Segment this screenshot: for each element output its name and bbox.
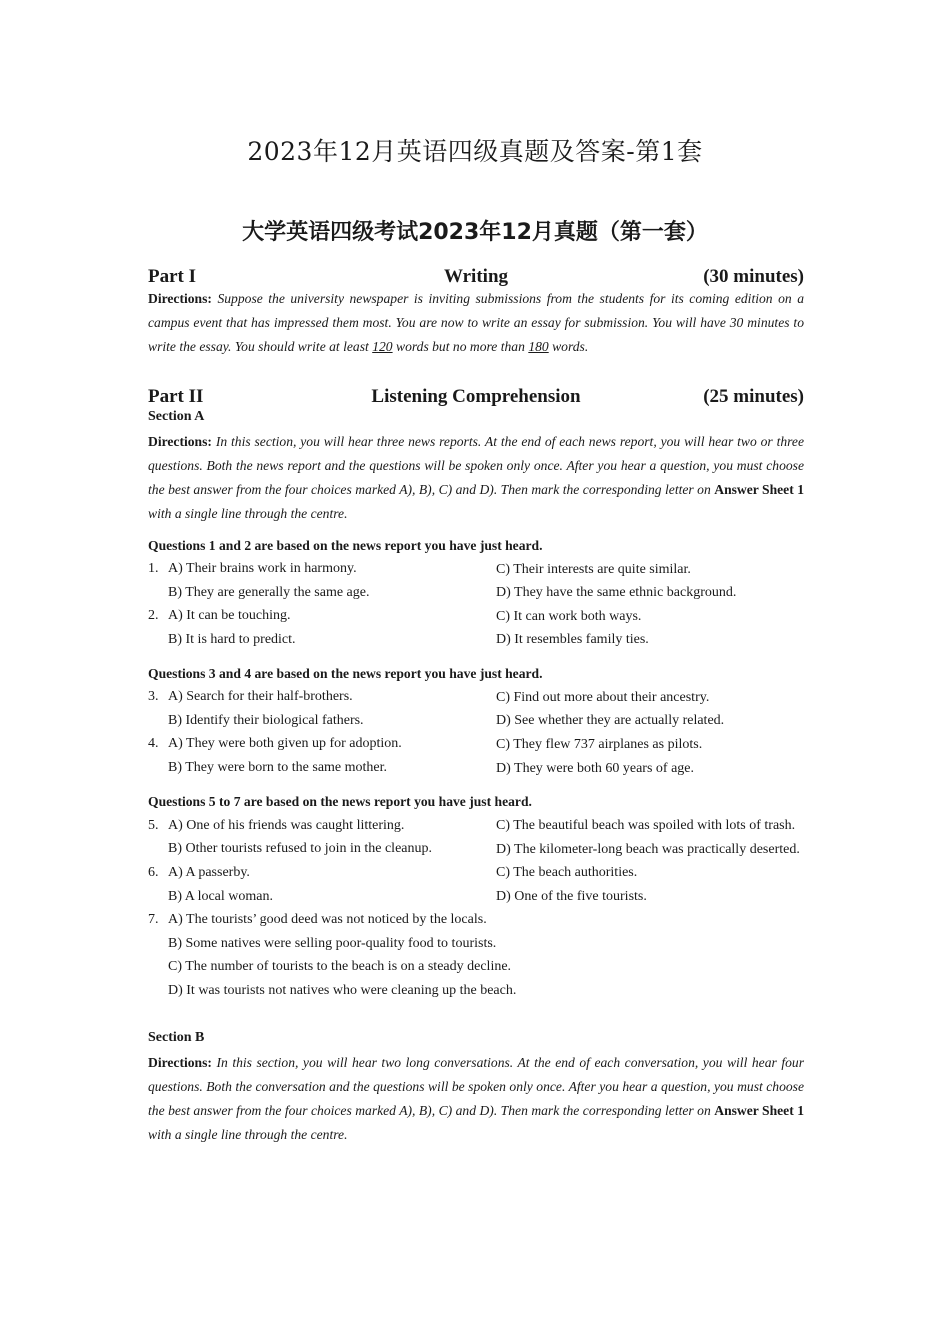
directions-text: with a single line through the centre. bbox=[148, 1127, 348, 1142]
option-c: C) Their interests are quite similar. bbox=[496, 562, 691, 577]
option-c: C) The number of tourists to the beach is on a steady decline. bbox=[168, 959, 512, 974]
directions-text: Suppose the university newspaper is inviting submissions from the students for its coming edition on a campus event that has impressed them most. You are now to write an essay for submission. You will have 30 minutes to write the essay. You should write at least bbox=[148, 291, 804, 354]
directions-text: with a single line through the centre. bbox=[148, 506, 348, 521]
option-a: A) One of his friends was caught littering. bbox=[168, 818, 405, 833]
answer-sheet-label: Answer Sheet 1 bbox=[714, 482, 804, 497]
part2-header bbox=[148, 386, 804, 410]
option-c: C) The beach authorities. bbox=[496, 865, 638, 880]
part1-time: (30 minutes) bbox=[703, 266, 804, 287]
directions-label: Directions: bbox=[148, 1055, 212, 1070]
exam-title: 大学英语四级考试2023年12月真题（第一套） bbox=[242, 220, 708, 245]
part2-name: Listening Comprehension bbox=[371, 386, 581, 407]
directions-text: words but no more than bbox=[396, 339, 525, 354]
document-title: 2023年12月英语四级真题及答案-第1套 bbox=[247, 137, 703, 166]
option-b: B) Identify their biological fathers. bbox=[168, 713, 364, 728]
max-words: 180 bbox=[528, 339, 549, 354]
question-number: 3. bbox=[148, 689, 159, 704]
option-c: C) It can work both ways. bbox=[496, 609, 642, 624]
option-d: D) One of the five tourists. bbox=[496, 889, 647, 904]
directions-text: In this section, you will hear two long conversations. At the end of each conversation, you will hear four questions. Both the conversation and the questions will be spoken only once. After you hear a question, you must choose the best answer from the four choices marked A), B), C) and D). Then mark the corresponding letter on bbox=[148, 1055, 804, 1118]
section-b-directions bbox=[148, 1051, 804, 1147]
question-number: 6. bbox=[148, 865, 159, 880]
option-b: B) Other tourists refused to join in the cleanup. bbox=[168, 841, 432, 856]
question-number: 1. bbox=[148, 561, 159, 576]
option-a: A) The tourists’ good deed was not noticed by the locals. bbox=[168, 912, 487, 927]
directions-text: In this section, you will hear three news reports. At the end of each news report, you will hear two or three questions. Both the news report and the questions will be spoken only once. After you hear a question, you must choose the best answer from the four choices marked A), B), C) and D). Then mark the corresponding letter on bbox=[148, 434, 804, 497]
directions-label: Directions: bbox=[148, 291, 212, 306]
question-group-heading: Questions 1 and 2 are based on the news report you have just heard. bbox=[148, 538, 543, 553]
answer-sheet-label: Answer Sheet 1 bbox=[714, 1103, 804, 1118]
section-a-heading: Section A bbox=[148, 409, 205, 424]
question-number: 7. bbox=[148, 912, 159, 927]
option-b: B) They are generally the same age. bbox=[168, 585, 370, 600]
option-b: B) It is hard to predict. bbox=[168, 632, 296, 647]
directions-label: Directions: bbox=[148, 434, 212, 449]
part2-time: (25 minutes) bbox=[703, 386, 804, 407]
option-d: D) They were both 60 years of age. bbox=[496, 761, 695, 776]
option-d: D) The kilometer-long beach was practically deserted. bbox=[496, 842, 800, 857]
option-d: D) They have the same ethnic background. bbox=[496, 585, 737, 600]
option-a: A) It can be touching. bbox=[168, 608, 291, 623]
option-c: C) They flew 737 airplanes as pilots. bbox=[496, 737, 703, 752]
part2-label: Part II bbox=[148, 386, 204, 407]
option-a: A) Search for their half-brothers. bbox=[168, 689, 353, 704]
question-group-heading: Questions 3 and 4 are based on the news report you have just heard. bbox=[148, 666, 543, 681]
option-b: B) Some natives were selling poor-quality food to tourists. bbox=[168, 936, 497, 951]
section-b-heading: Section B bbox=[148, 1030, 205, 1045]
question-number: 2. bbox=[148, 608, 159, 623]
part1-directions bbox=[148, 287, 804, 359]
part1-label: Part I bbox=[148, 266, 197, 287]
option-d: D) It was tourists not natives who were cleaning up the beach. bbox=[168, 983, 517, 998]
question-number: 4. bbox=[148, 736, 159, 751]
option-a: A) Their brains work in harmony. bbox=[168, 561, 357, 576]
directions-text: words. bbox=[552, 339, 589, 354]
option-b: B) They were born to the same mother. bbox=[168, 760, 388, 775]
option-b: B) A local woman. bbox=[168, 889, 273, 904]
question-number: 5. bbox=[148, 818, 159, 833]
part1-name: Writing bbox=[443, 266, 509, 287]
option-d: D) See whether they are actually related. bbox=[496, 713, 725, 728]
section-a-directions bbox=[148, 430, 804, 526]
option-c: C) Find out more about their ancestry. bbox=[496, 690, 710, 705]
option-a: A) They were both given up for adoption. bbox=[168, 736, 402, 751]
option-c: C) The beautiful beach was spoiled with lots of trash. bbox=[496, 818, 796, 833]
question-group-heading: Questions 5 to 7 are based on the news report you have just heard. bbox=[148, 794, 532, 809]
min-words: 120 bbox=[372, 339, 393, 354]
option-d: D) It resembles family ties. bbox=[496, 632, 649, 647]
option-a: A) A passerby. bbox=[168, 865, 250, 880]
